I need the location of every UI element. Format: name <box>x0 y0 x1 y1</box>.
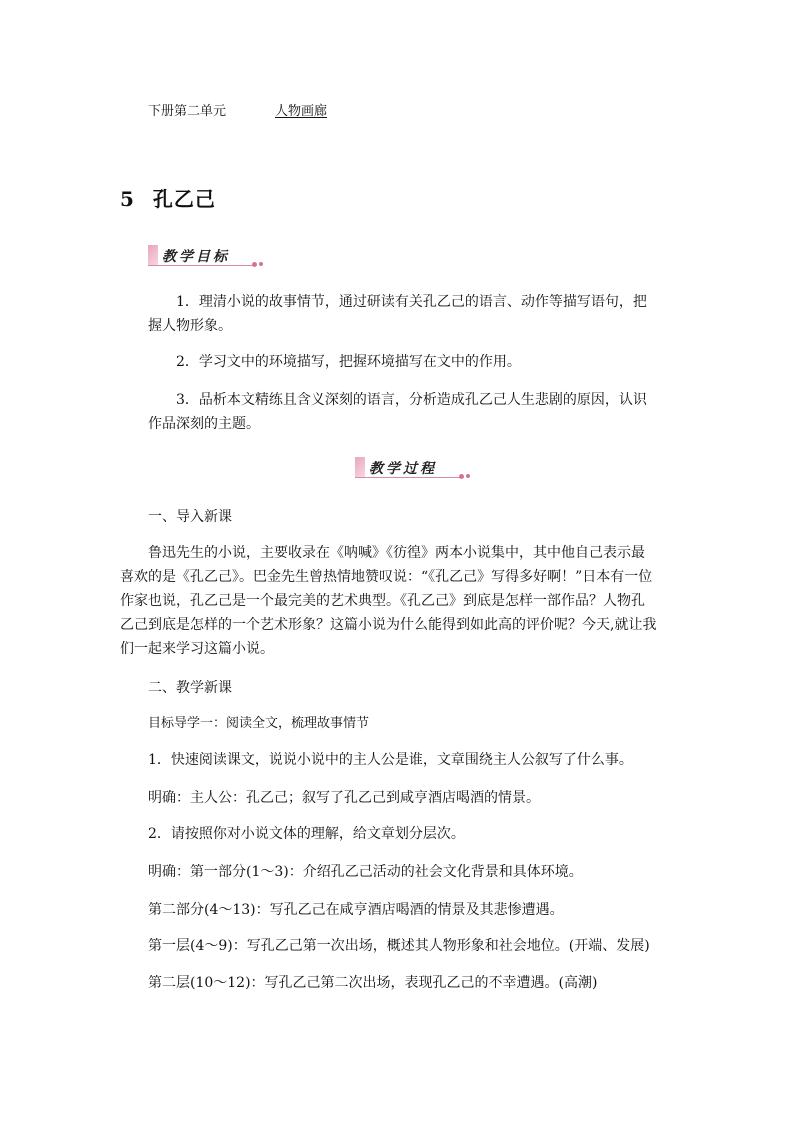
question-2: 2．请按照你对小说文体的理解，给文章划分层次。 <box>148 826 465 842</box>
banner-underline <box>148 265 256 266</box>
goal-3: 3．品析本文精练且含义深刻的语言，分析造成孔乙己人生悲剧的原因，认识作品深刻的主题。 <box>148 392 647 432</box>
process-banner-label: 教学过程 <box>369 461 437 477</box>
process-banner <box>355 457 470 481</box>
intro-paragraph: 鲁迅先生的小说，主要收录在《呐喊》《彷徨》两本小说集中，其中他自己表示最喜欢的是《孔乙己》。巴金先生曾热情地赞叹说：“《孔乙己》写得多好啊！”日本有一位作家也说，孔乙己是一个最完美的艺术典型。《孔乙己》到底是怎样一部作品？人物孔乙己到底是怎样的一个艺术形象？这篇小说为什么能得到如此高的评价呢？今天,就让我们一起来学习这篇小说。 <box>120 545 657 657</box>
banner-dot <box>252 262 257 267</box>
goal-2: 2．学习文中的环境描写，把握环境描写在文中的作用。 <box>176 354 521 370</box>
section-heading-intro: 一、导入新课 <box>148 509 232 525</box>
banner-accent <box>148 245 158 265</box>
banner-underline <box>355 477 463 478</box>
goal-1: 1．理清小说的故事情节，通过研读有关孔乙己的语言、动作等描写语句，把握人物形象。 <box>148 294 647 334</box>
layer-1: 第一层(4～9)：写孔乙己第一次出场，概述其人物形象和社会地位。(开端、发展) <box>148 938 650 954</box>
question-1: 1．快速阅读课文，说说小说中的主人公是谁，文章围绕主人公叙写了什么事。 <box>148 752 633 768</box>
goals-banner-label: 教学目标 <box>162 249 230 265</box>
answer-2: 明确：第一部分(1～3)：介绍孔乙己活动的社会文化背景和具体环境。 <box>148 864 583 880</box>
answer-1: 明确：主人公：孔乙己；叙写了孔乙己到咸亨酒店喝酒的情景。 <box>148 790 540 806</box>
banner-accent <box>355 457 365 477</box>
banner-dot <box>459 474 464 479</box>
header-unit-label: 下册第二单元 <box>148 104 227 119</box>
part-2: 第二部分(4～13)：写孔乙己在咸亨酒店喝酒的情景及其悲惨遭遇。 <box>148 902 564 918</box>
layer-2: 第二层(10～12)：写孔乙己第二次出场，表现孔乙己的不幸遭遇。(高潮) <box>148 975 598 991</box>
banner-dot <box>259 262 263 266</box>
chapter-title <box>120 183 216 212</box>
chapter-name: 孔乙己 <box>152 187 216 211</box>
banner-dot <box>466 474 470 478</box>
chapter-number: 5 <box>120 187 135 211</box>
guide-1: 目标导学一：阅读全文，梳理故事情节 <box>148 716 370 731</box>
goals-banner <box>148 245 263 269</box>
header-unit-topic: 人物画廊 <box>275 104 328 119</box>
section-heading-new: 二、教学新课 <box>148 680 232 696</box>
